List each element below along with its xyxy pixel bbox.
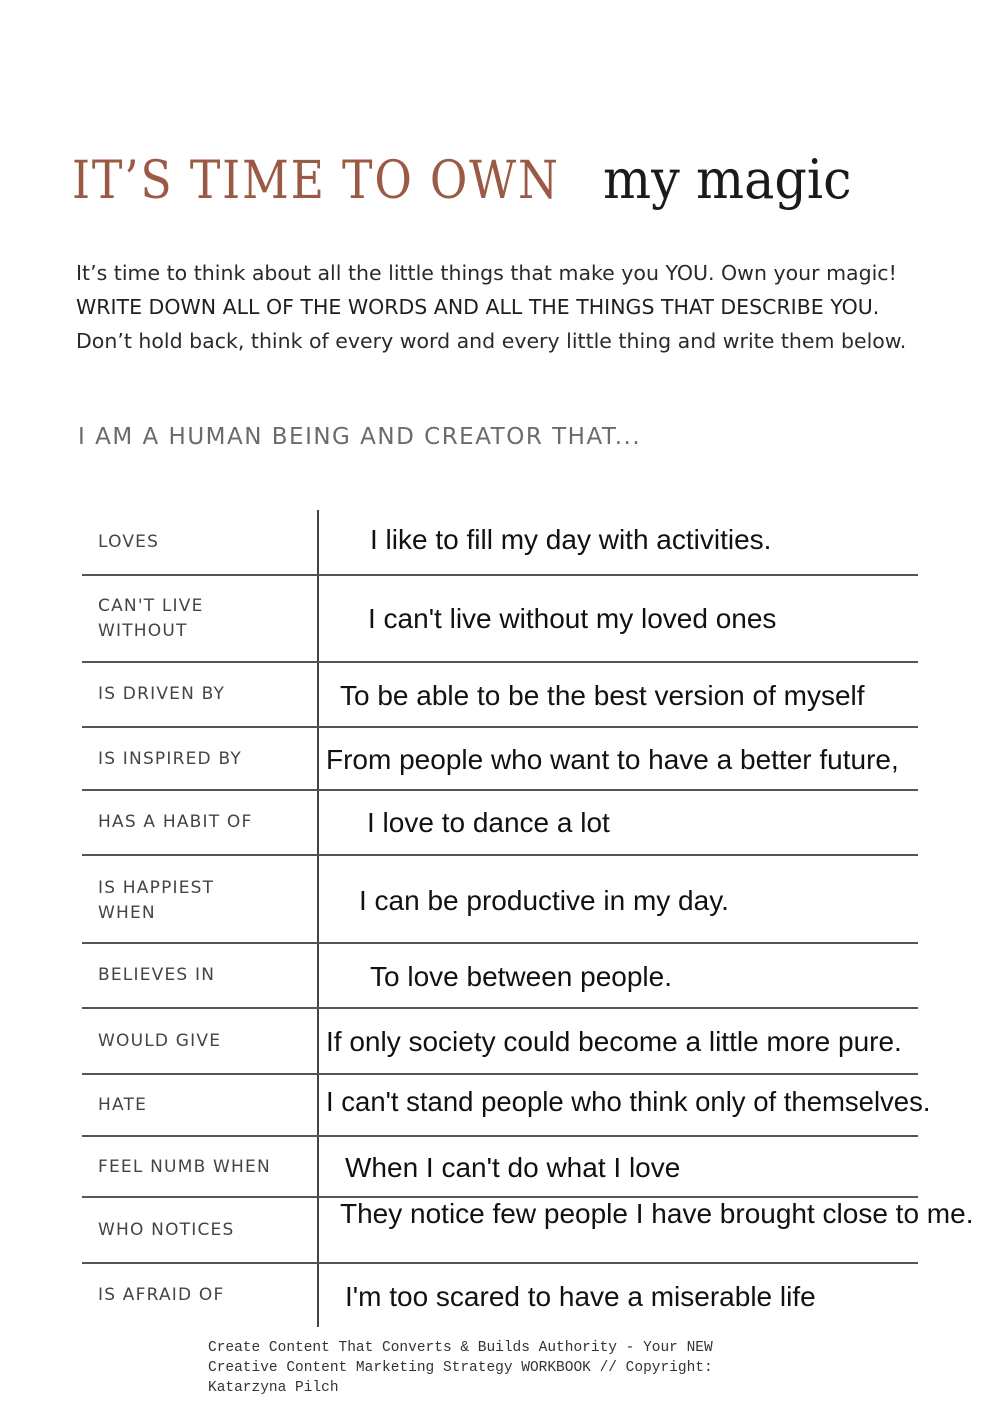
row-answer[interactable]: When I can't do what I love [345,1152,681,1183]
table-row-divider [82,1007,918,1009]
intro-text: It’s time to think about all the little things that make you YOU. Own your magic! [76,261,897,285]
row-label: CAN'T LIVE WITHOUT [98,596,204,641]
table-row-divider [82,726,918,728]
page-title: IT’S TIME TO OWN [72,151,560,211]
table-row-divider [82,1073,918,1075]
row-label: HATE [98,1095,148,1115]
row-answer[interactable]: I can be productive in my day. [359,885,729,916]
table-row-divider [82,1135,918,1137]
row-answer[interactable]: To be able to be the best version of myself [340,680,865,711]
section-heading: I AM A HUMAN BEING AND CREATOR THAT... [78,424,642,450]
row-answer[interactable]: I can't stand people who think only of themselves. [326,1086,931,1117]
row-answer[interactable]: If only society could become a little more pure. [326,1026,902,1057]
row-label: LOVES [98,532,160,552]
row-label: WOULD GIVE [98,1031,222,1051]
row-answer[interactable]: I like to fill my day with activities. [370,524,772,555]
table-row-divider [82,942,918,944]
intro-emphasis: WRITE DOWN ALL OF THE WORDS AND ALL THE THINGS THAT DESCRIBE YOU. [76,295,880,319]
table-row-divider [82,574,918,576]
table-row-divider [82,1262,918,1264]
row-label: IS DRIVEN BY [98,684,226,704]
row-label: IS INSPIRED BY [98,749,242,769]
row-answer[interactable]: I'm too scared to have a miserable life [345,1281,816,1312]
table-row-divider [82,789,918,791]
table-row-divider [82,854,918,856]
intro-paragraph [76,256,936,358]
page-title-script: my magic [603,148,852,211]
row-label: BELIEVES IN [98,965,216,985]
row-label: HAS A HABIT OF [98,812,253,832]
row-label: FEEL NUMB WHEN [98,1157,271,1177]
row-label: IS AFRAID OF [98,1285,225,1305]
row-answer[interactable]: I love to dance a lot [367,807,610,838]
row-label: WHO NOTICES [98,1220,235,1240]
row-answer[interactable]: To love between people. [370,961,672,992]
table-column-divider [317,510,319,1327]
intro-text-end: Don’t hold back, think of every word and every little thing and write them below. [76,329,907,353]
row-label: IS HAPPIEST WHEN [98,878,215,923]
row-answer[interactable]: They notice few people I have brought close to me. [340,1198,974,1229]
table-row-divider [82,661,918,663]
row-answer[interactable]: I can't live without my loved ones [368,603,777,634]
footer-copyright: Create Content That Converts & Builds Authority - Your NEW Creative Content Marketing Strategy WORKBOOK // Copyright: Katarzyna Pilch [208,1340,713,1396]
row-answer[interactable]: From people who want to have a better future, [326,744,899,775]
